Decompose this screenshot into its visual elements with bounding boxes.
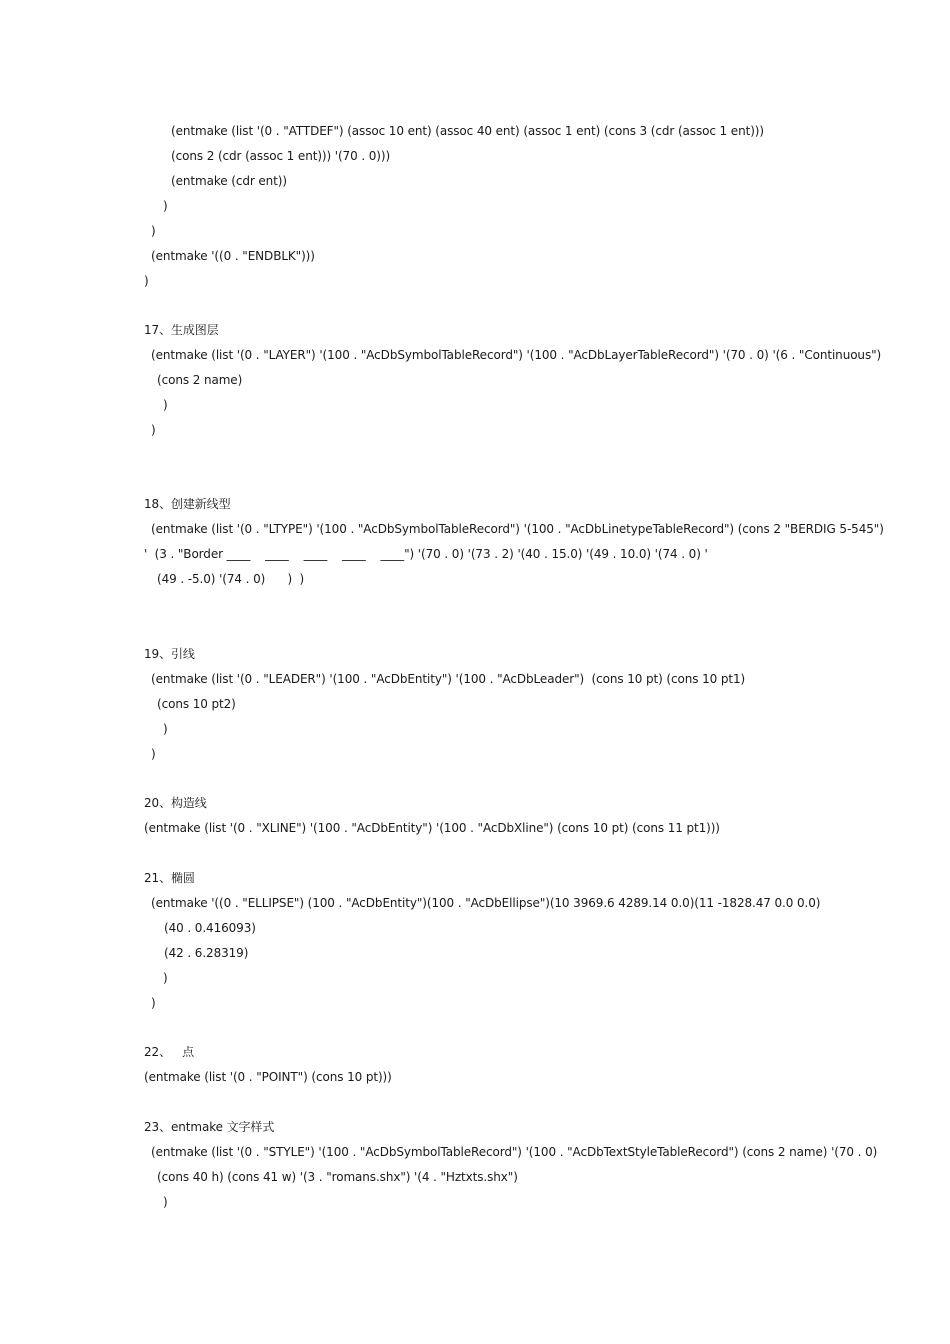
code-line: (42 . 6.28319)	[164, 946, 249, 960]
code-line: (entmake '((0 . "ENDBLK")))	[151, 249, 315, 263]
code-line: )	[151, 996, 156, 1010]
code-line: (entmake (list '(0 . "XLINE") '(100 . "AcDbEntity") '(100 . "AcDbXline") (cons 10 pt) (cons 11 pt1)))	[144, 821, 720, 835]
section-heading: 19、引线	[144, 647, 195, 661]
code-line: )	[151, 224, 156, 238]
code-line: (entmake (list '(0 . "POINT") (cons 10 pt)))	[144, 1070, 392, 1084]
code-line: )	[163, 398, 168, 412]
code-line: (entmake (list '(0 . "STYLE") '(100 . "AcDbSymbolTableRecord") '(100 . "AcDbTextStyleTableRecord") (cons 2 name) '(70 . 0)	[151, 1145, 878, 1159]
code-line: (cons 40 h) (cons 41 w) '(3 . "romans.shx") '(4 . "Hztxts.shx")	[157, 1170, 518, 1184]
code-line: (entmake (list '(0 . "ATTDEF") (assoc 10 ent) (assoc 40 ent) (assoc 1 ent) (cons 3 (cdr (assoc 1 ent)))	[171, 124, 764, 138]
section-heading: 17、生成图层	[144, 323, 219, 337]
code-line: )	[151, 423, 156, 437]
code-line: ' (3 . "Border ____ ____ ____ ____ ____") '(70 . 0) '(73 . 2) '(40 . 15.0) '(49 . 10.0) '(74 . 0) '	[144, 547, 708, 561]
code-line: )	[163, 1195, 168, 1209]
code-line: (cons 10 pt2)	[157, 697, 236, 711]
section-heading: 23、entmake 文字样式	[144, 1120, 275, 1134]
code-line: )	[163, 971, 168, 985]
code-line: (49 . -5.0) '(74 . 0) ) )	[157, 572, 305, 586]
section-heading: 18、创建新线型	[144, 497, 231, 511]
code-line: (entmake (cdr ent))	[171, 174, 287, 188]
code-line: (cons 2 (cdr (assoc 1 ent))) '(70 . 0)))	[171, 149, 391, 163]
code-line: (entmake (list '(0 . "LEADER") '(100 . "AcDbEntity") '(100 . "AcDbLeader") (cons 10 pt) (cons 10 pt1)	[151, 672, 746, 686]
section-heading: 22、 点	[144, 1045, 195, 1059]
code-line: )	[151, 747, 156, 761]
section-heading: 21、椭圆	[144, 871, 195, 885]
code-line: (cons 2 name)	[157, 373, 243, 387]
code-line: )	[144, 274, 149, 288]
code-line: (entmake (list '(0 . "LAYER") '(100 . "AcDbSymbolTableRecord") '(100 . "AcDbLayerTableRecord") '(70 . 0) '(6 . "Continuous")	[151, 348, 882, 362]
code-line: (entmake '((0 . "ELLIPSE") (100 . "AcDbEntity")(100 . "AcDbEllipse")(10 3969.6 4289.14 0.0)(11 -1828.47 0.0 0.0)	[151, 896, 821, 910]
code-line: )	[163, 722, 168, 736]
code-line: )	[163, 199, 168, 213]
code-line: (40 . 0.416093)	[164, 921, 256, 935]
code-line: (entmake (list '(0 . "LTYPE") '(100 . "AcDbSymbolTableRecord") '(100 . "AcDbLinetypeTableRecord") (cons 2 "BERDIG 5-545")	[151, 522, 884, 536]
section-heading: 20、构造线	[144, 796, 207, 810]
